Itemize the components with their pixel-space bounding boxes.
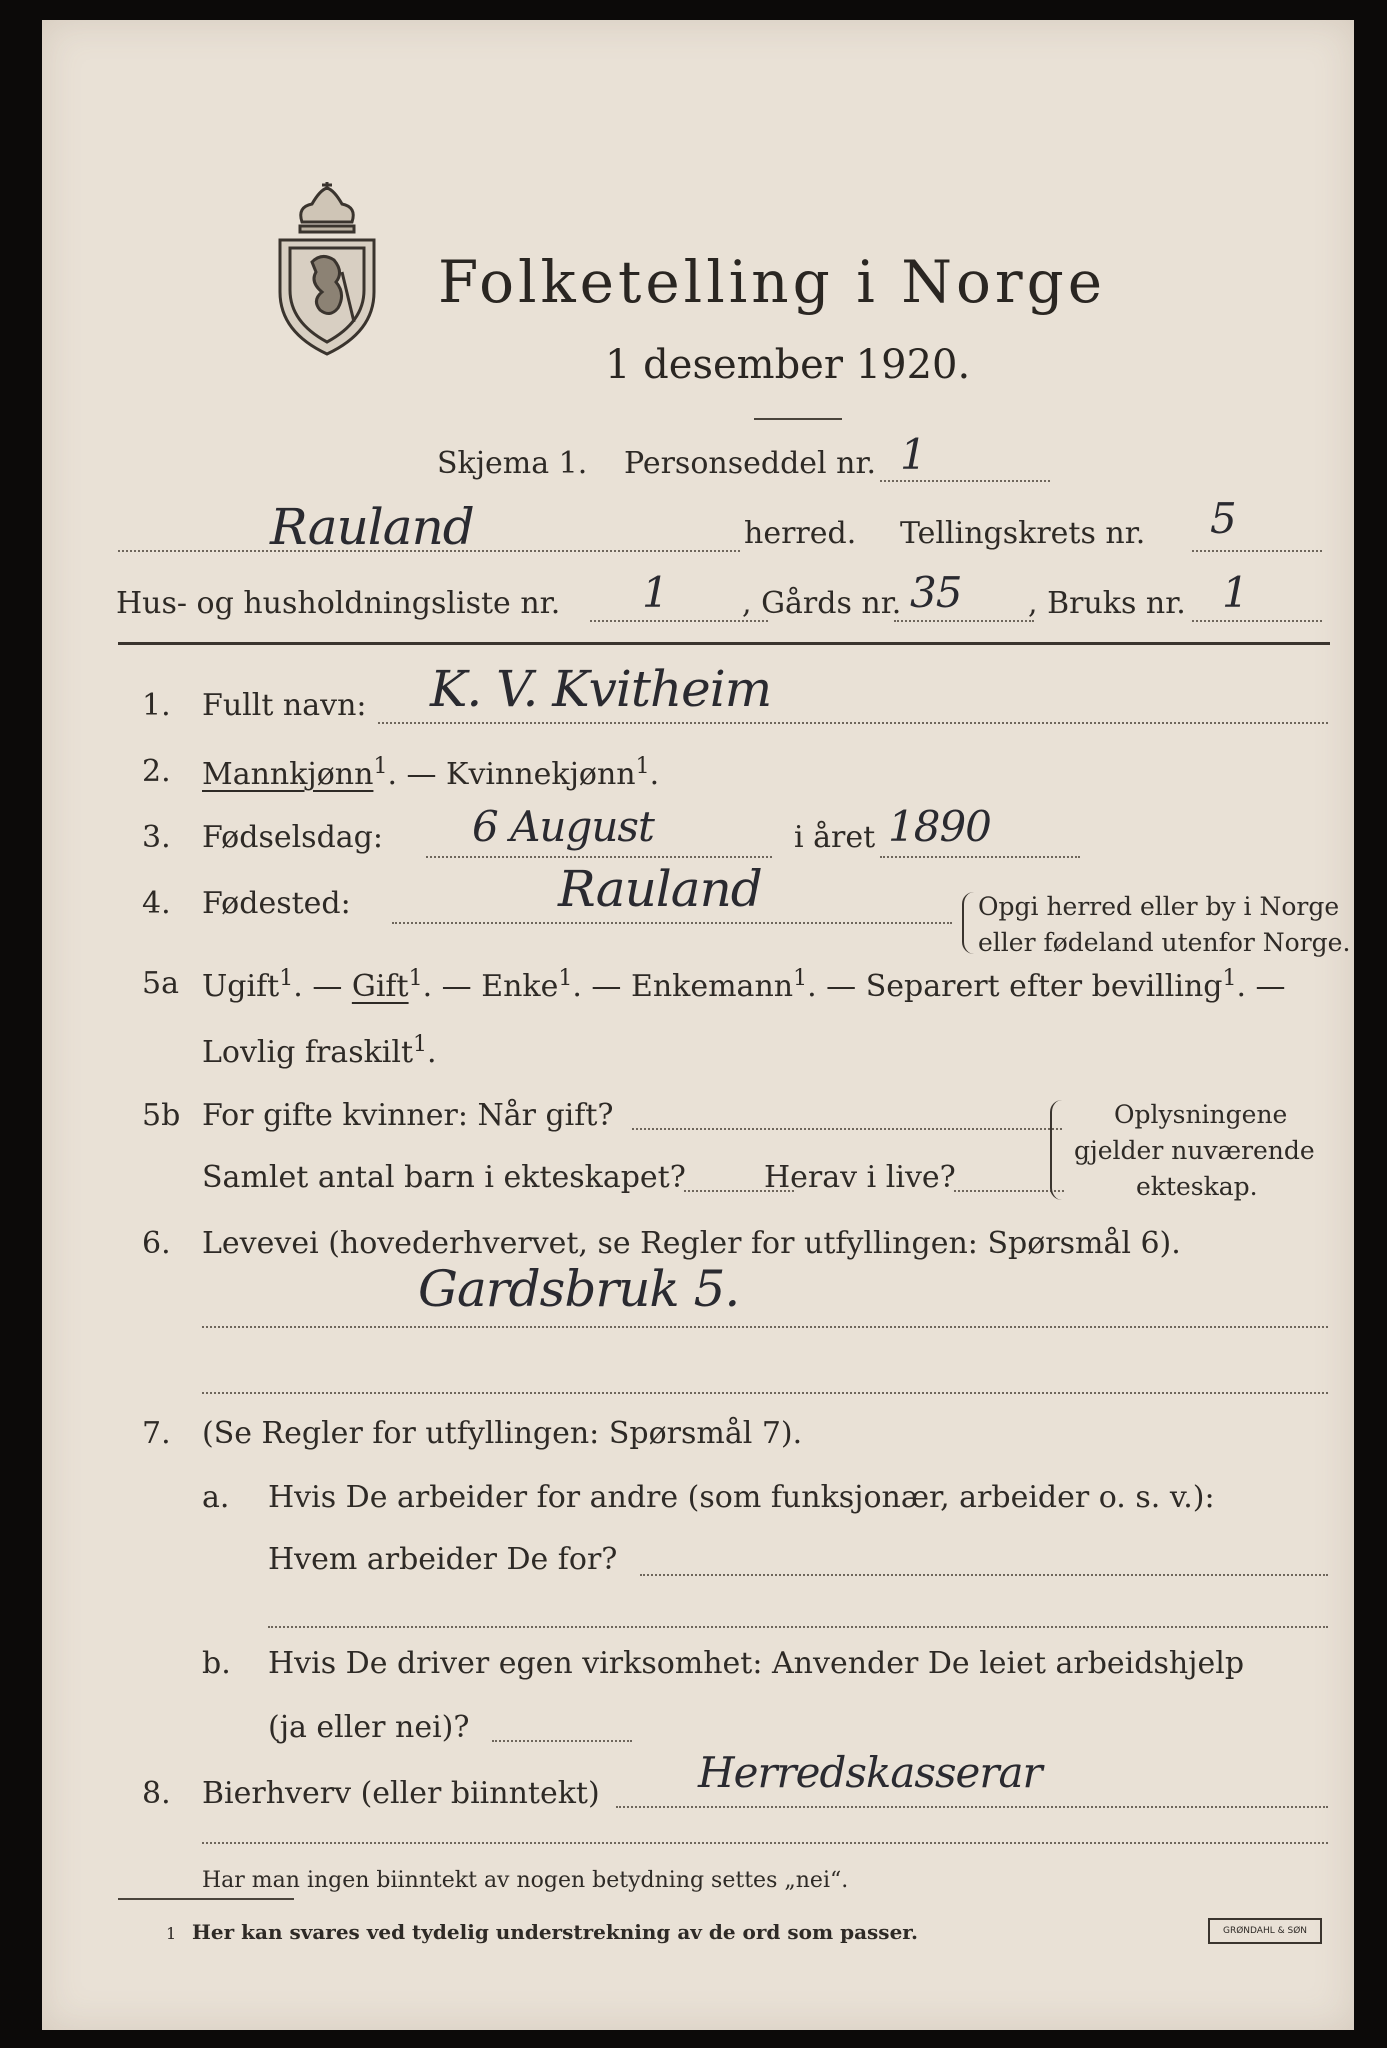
q4-note-line1: Opgi herred eller by i Norge (978, 892, 1340, 921)
q4-number: 4. (142, 886, 171, 921)
tellingskrets-line (1192, 550, 1322, 552)
q4-brace (962, 892, 978, 954)
q7a-number: a. (202, 1480, 230, 1515)
q3-number: 3. (142, 820, 171, 855)
q8-number: 8. (142, 1776, 171, 1811)
q5b-line3 (954, 1190, 1064, 1192)
header-rule (118, 642, 1330, 645)
q5b-label3: Herav i live? (764, 1160, 956, 1195)
q7a-label2: Hvem arbeider De for? (268, 1542, 618, 1577)
q2-sex-options: Mannkjønn$^1$. — Kvinnekjønn$^1$. (202, 754, 660, 792)
census-date: 1 desember 1920. (605, 342, 971, 388)
bruks-label: , Bruks nr. (1028, 586, 1186, 621)
hus-value: 1 (642, 568, 668, 617)
gards-value: 35 (910, 568, 962, 617)
q5b-line1 (632, 1128, 1062, 1130)
q1-full-name-value: K. V. Kvitheim (430, 660, 772, 718)
bruks-value: 1 (1222, 568, 1248, 617)
gards-label: , Gårds nr. (742, 586, 902, 621)
q3-year-line (880, 856, 1080, 858)
q7b-number: b. (202, 1646, 231, 1681)
herred-value: Rauland (270, 498, 474, 556)
q4-note-line2: eller fødeland utenfor Norge. (978, 928, 1351, 957)
q3-year-label: i året (794, 820, 876, 855)
personseddel-line (880, 480, 1050, 482)
q5b-brace (1050, 1100, 1066, 1200)
title-divider (754, 418, 842, 420)
q5b-number: 5b (142, 1098, 181, 1133)
q5b-label2: Samlet antal barn i ekteskapet? (202, 1160, 686, 1195)
q5b-note1: Oplysningene (1114, 1100, 1288, 1129)
q6-label: Levevei (hovederhvervet, se Regler for utfyllingen: Spørsmål 6). (202, 1226, 1181, 1261)
q7-number: 7. (142, 1416, 171, 1451)
q5b-label1: For gifte kvinner: Når gift? (202, 1098, 614, 1133)
census-form-page (42, 20, 1354, 2030)
skjema-label: Skjema 1. (437, 446, 588, 481)
q7a-label1: Hvis De arbeider for andre (som funksjonær, arbeider o. s. v.): (268, 1480, 1215, 1515)
q7a-line2 (268, 1626, 1328, 1628)
q3-year-value: 1890 (888, 802, 991, 851)
footnote-mark: 1 (166, 1924, 177, 1943)
bruks-line (1192, 620, 1322, 622)
tellingskrets-value: 5 (1210, 494, 1236, 543)
herred-label: herred. (744, 516, 857, 551)
q5a-number: 5a (142, 966, 179, 1001)
herred-line (118, 550, 740, 552)
hus-label: Hus- og husholdningsliste nr. (116, 586, 561, 621)
q8-line1 (616, 1806, 1328, 1808)
footnote-text: Her kan svares ved tydelig understrekning av de ord som passer. (192, 1920, 918, 1944)
q7a-line1 (640, 1574, 1328, 1576)
q3-birthday-value: 6 August (472, 802, 654, 851)
q6-number: 6. (142, 1226, 171, 1261)
q2-number: 2. (142, 754, 171, 789)
q1-line (378, 722, 1328, 724)
q2-female: Kvinnekjønn (446, 757, 636, 792)
q6-line1 (202, 1326, 1328, 1328)
q7b-line (492, 1740, 632, 1742)
q7-label: (Se Regler for utfyllingen: Spørsmål 7). (202, 1416, 803, 1451)
personseddel-label: Personseddel nr. (624, 446, 877, 481)
q6-occupation-value: Gardsbruk 5. (418, 1260, 740, 1318)
q5a-marital-options: Ugift$^1$. — Gift$^1$. — Enke$^1$. — Enkemann$^1$. — Separert efter bevilling$^1$. — (202, 966, 1286, 1004)
q3-line (426, 856, 772, 858)
q5b-note3: ekteskap. (1136, 1172, 1258, 1201)
q7b-label2: (ja eller nei)? (268, 1710, 470, 1745)
form-title: Folketelling i Norge (438, 248, 1107, 316)
q2-male: Mannkjønn (202, 757, 374, 792)
q8-side-income-value: Herredskasserar (698, 1748, 1042, 1797)
q4-birthplace-value: Rauland (558, 860, 762, 918)
gards-line (894, 620, 1034, 622)
printer-stamp: GRØNDAHL & SØN (1208, 1918, 1322, 1944)
q1-label: Fullt navn: (202, 688, 367, 723)
q5a-gift-selected: Gift (351, 969, 409, 1004)
tellingskrets-label: Tellingskrets nr. (900, 516, 1146, 551)
coat-of-arms-icon (272, 182, 382, 357)
q5b-note2: gjelder nuværende (1074, 1136, 1315, 1165)
q3-label: Fødselsdag: (202, 820, 383, 855)
q8-line2 (202, 1842, 1328, 1844)
personseddel-value: 1 (900, 430, 926, 479)
q1-number: 1. (142, 688, 171, 723)
q4-line (392, 922, 952, 924)
q7b-label1: Hvis De driver egen virksomhet: Anvender De leiet arbeidshjelp (268, 1646, 1245, 1681)
q5a-fraskilt: Lovlig fraskilt$^1$. (202, 1032, 437, 1070)
q8-label: Bierhverv (eller biinntekt) (202, 1776, 600, 1811)
footnote-rule (118, 1898, 294, 1900)
q6-line2 (202, 1392, 1328, 1394)
biinntekt-note: Har man ingen biinntekt av nogen betydning settes „nei“. (202, 1868, 849, 1893)
q4-label: Fødested: (202, 886, 351, 921)
